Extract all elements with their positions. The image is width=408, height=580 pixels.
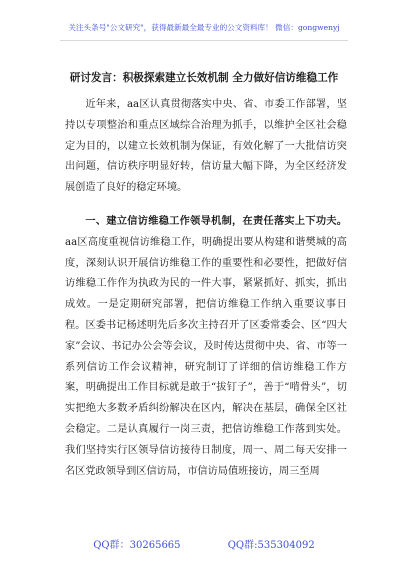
footer: [0, 536, 408, 551]
section-1-heading: 一、建立信访维稳工作领导机制，在责任落实上下功夫。: [85, 214, 347, 227]
intro-paragraph: 近年来，aa区认真贯彻落实中央、省、市委工作部署，坚持以专项整治和重点区域综合治理为抓手，以维护全区社会稳定为目的，以建立长效机制为保证，有效化解了一大批信访突出问题，信访秩序明显好转，信访量大幅下降，为全区经济发展创造了良好的稳定环境。: [65, 99, 347, 194]
document-title: 研讨发言：积极探索建立长效机制 全力做好信访维稳工作: [69, 72, 339, 84]
footer-qq-group-1: QQ群：30265665: [93, 540, 181, 551]
document-body: [65, 95, 347, 482]
header-banner: 关注头条号"公文研究"，获得最新最全最专业的公文资料库！ 微信：gongwenyj: [68, 23, 340, 32]
section-1-paragraph: [65, 211, 347, 482]
header-divider: [60, 40, 348, 41]
section-1-text: aa区高度重视信访维稳工作，明确提出要从构建和谐樊城的高度，深刻认识开展信访维稳工作的重要性和必要性，把做好信访维稳工作作为执政为民的一件大事，紧紧抓好、抓实，抓出成效。一是定期研究部署，把信访维稳工作纳入重要议事日程。区委书记杨述明先后多次主持召开了区委常委会、区“四大家”会议、书记办公会等会议，及时传达贯彻中央、省、市等一系列信访工作会议精神，研究制订了详细的信访维稳工作方案，明确提出工作目标就是敢于“拔钉子”，善于“啃骨头”，切实把绝大多数矛盾纠纷解决在区内，解决在基层，确保全区社会稳定。二是认真履行一岗三责，把信访维稳工作落到实处。我们坚持实行区领导信访接待日制度，周一、周二每天安排一名区党政领导到区信访局，市信访局值班接访，周三至周: [65, 236, 347, 477]
footer-qq-group-2: QQ群:535304092: [227, 540, 315, 551]
